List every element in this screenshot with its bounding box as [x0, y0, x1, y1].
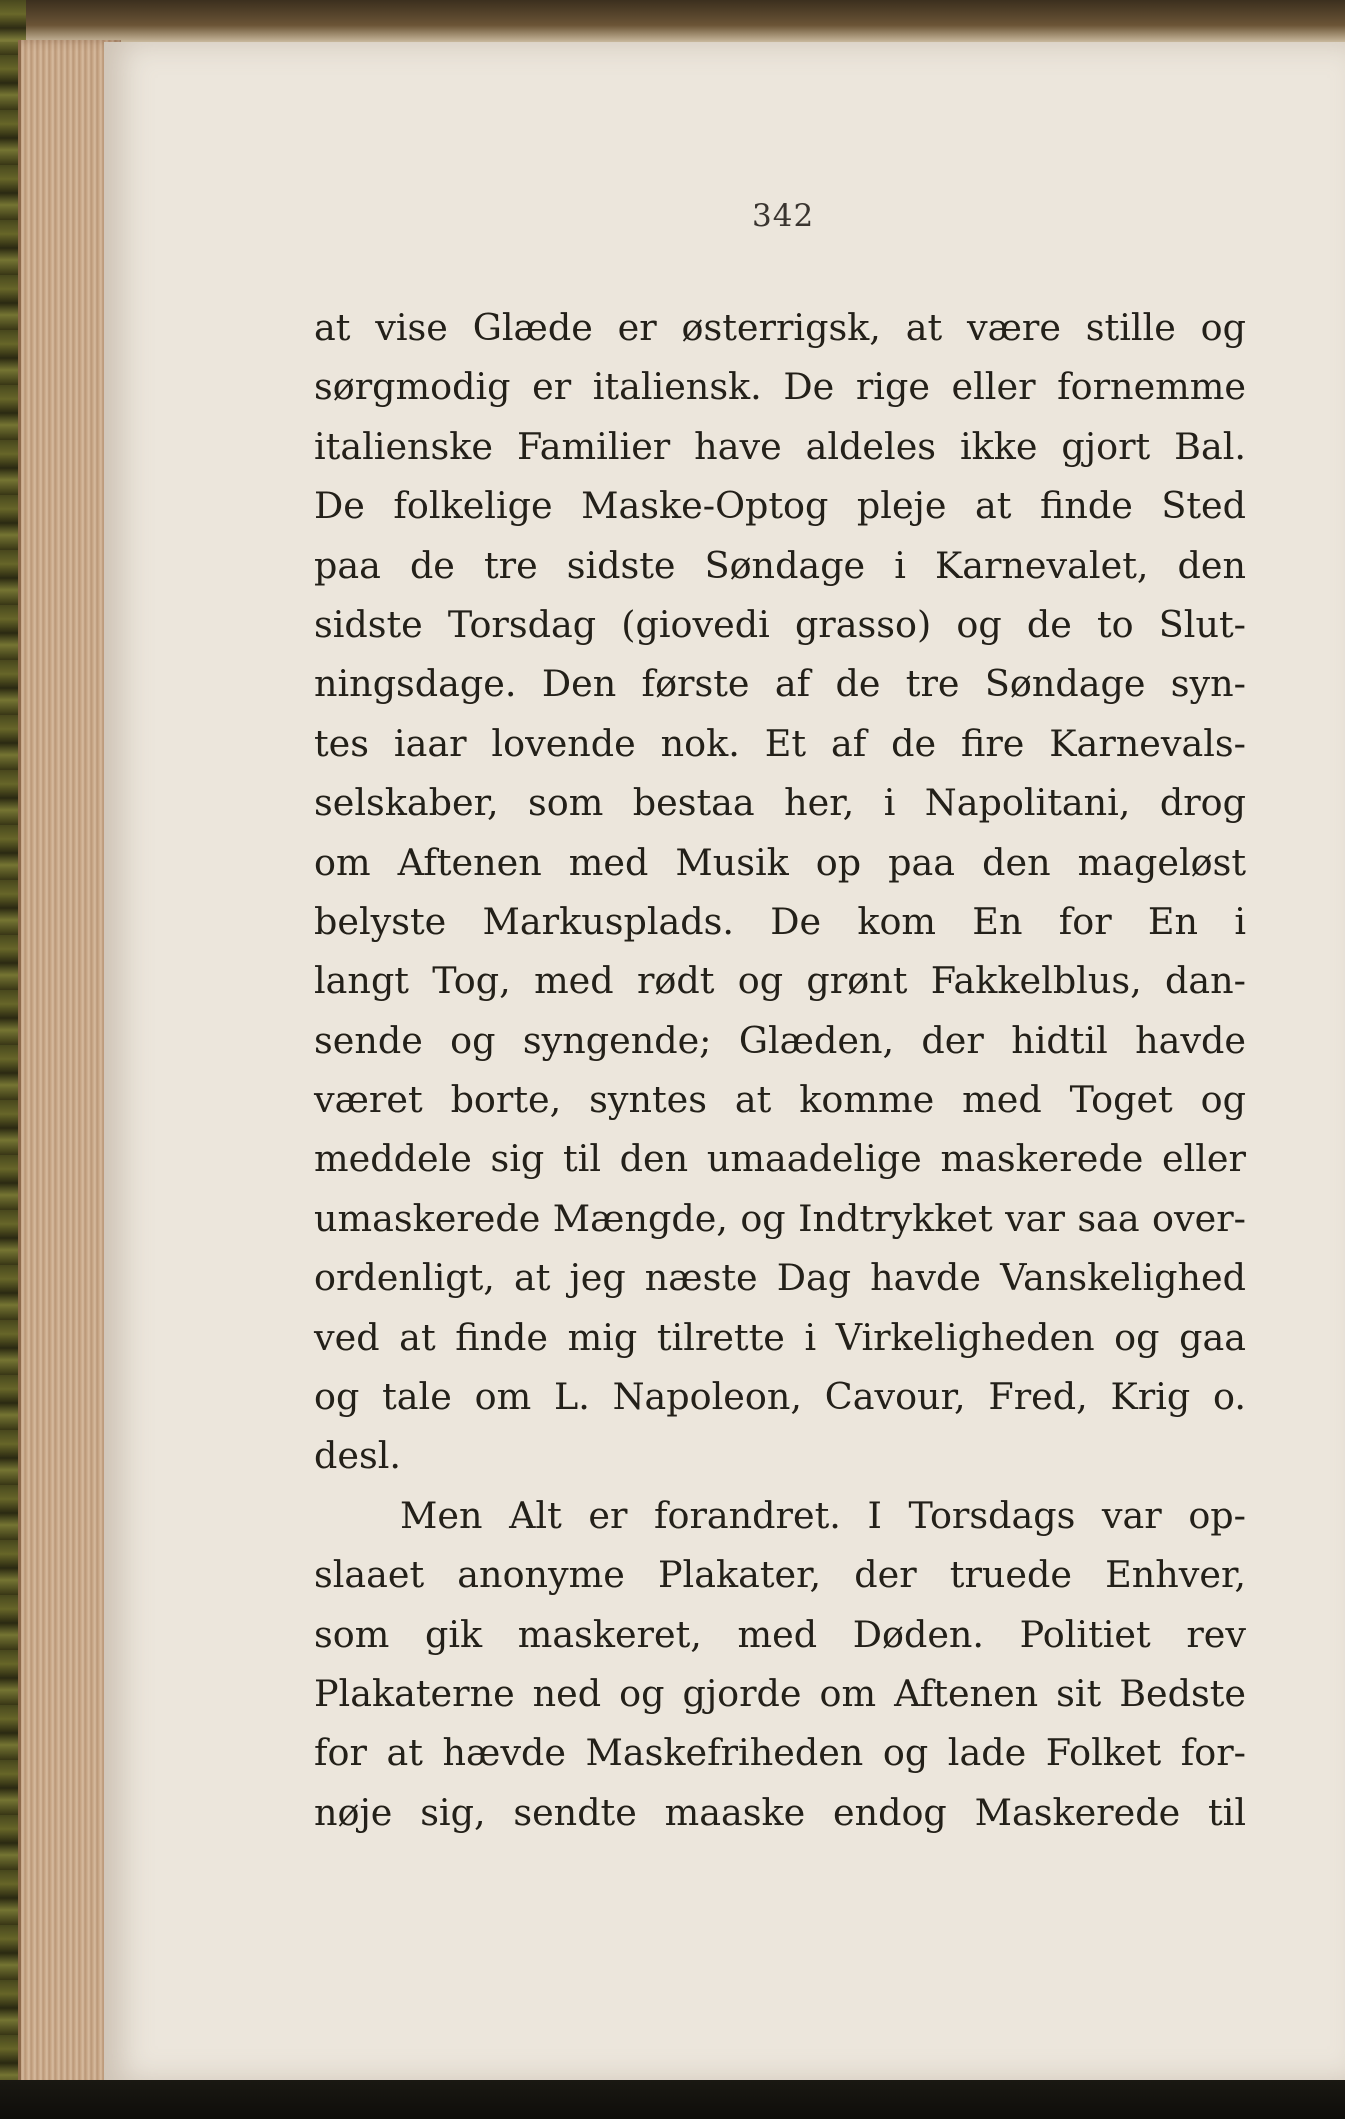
text-line: nøje sig, sendte maaske endog Maskerede til — [314, 1790, 1246, 1834]
text-line: De folkelige Maske-Optog pleje at finde Sted — [314, 484, 1246, 528]
bottom-binding-strip — [0, 2080, 1345, 2119]
text-line: ordenligt, at jeg næste Dag havde Vanskelighed — [314, 1256, 1246, 1300]
text-line: slaaet anonyme Plakater, der truede Enhver, — [314, 1553, 1246, 1597]
page-number: 342 — [752, 198, 815, 234]
text-line: at vise Glæde er østerrigsk, at være stille og — [314, 306, 1246, 349]
text-line: sende og syngende; Glæden, der hidtil havde — [314, 1018, 1246, 1062]
top-binding-strip — [0, 0, 1345, 42]
text-line: og tale om L. Napoleon, Cavour, Fred, Krig o. — [314, 1375, 1246, 1419]
text-line: sørgmodig er italiensk. De rige eller fornemme — [314, 365, 1246, 409]
text-line: ningsdage. Den første af de tre Søndage syn- — [314, 662, 1246, 706]
text-line: langt Tog, med rødt og grønt Fakkelblus, dan- — [314, 959, 1246, 1003]
text-line: sidste Torsdag (giovedi grasso) og de to Slut- — [314, 602, 1246, 646]
text-line: Men Alt er forandret. I Torsdags var op- — [400, 1493, 1246, 1537]
body-text — [314, 298, 1246, 1842]
text-line: været borte, syntes at komme med Toget og — [314, 1078, 1246, 1122]
text-line: desl. — [314, 1434, 401, 1478]
text-line: som gik maskeret, med Døden. Politiet rev — [314, 1612, 1246, 1656]
text-line: belyste Markusplads. De kom En for En i — [314, 899, 1246, 943]
text-line: tes iaar lovende nok. Et af de fire Karnevals- — [314, 721, 1246, 765]
text-line: Plakaterne ned og gjorde om Aftenen sit Bedste — [314, 1671, 1246, 1715]
text-line: meddele sig til den umaadelige maskerede eller — [314, 1137, 1246, 1181]
text-line: om Aftenen med Musik op paa den mageløst — [314, 840, 1246, 884]
text-line: umaskerede Mængde, og Indtrykket var saa over- — [314, 1196, 1246, 1240]
text-line: italienske Familier have aldeles ikke gjort Bal. — [314, 424, 1246, 468]
text-line: for at hævde Maskefriheden og lade Folket for- — [314, 1731, 1246, 1775]
text-line: paa de tre sidste Søndage i Karnevalet, den — [314, 543, 1246, 587]
text-line: selskaber, som bestaa her, i Napolitani, drog — [314, 781, 1246, 825]
text-line: ved at finde mig tilrette i Virkeligheden og gaa — [314, 1315, 1246, 1359]
